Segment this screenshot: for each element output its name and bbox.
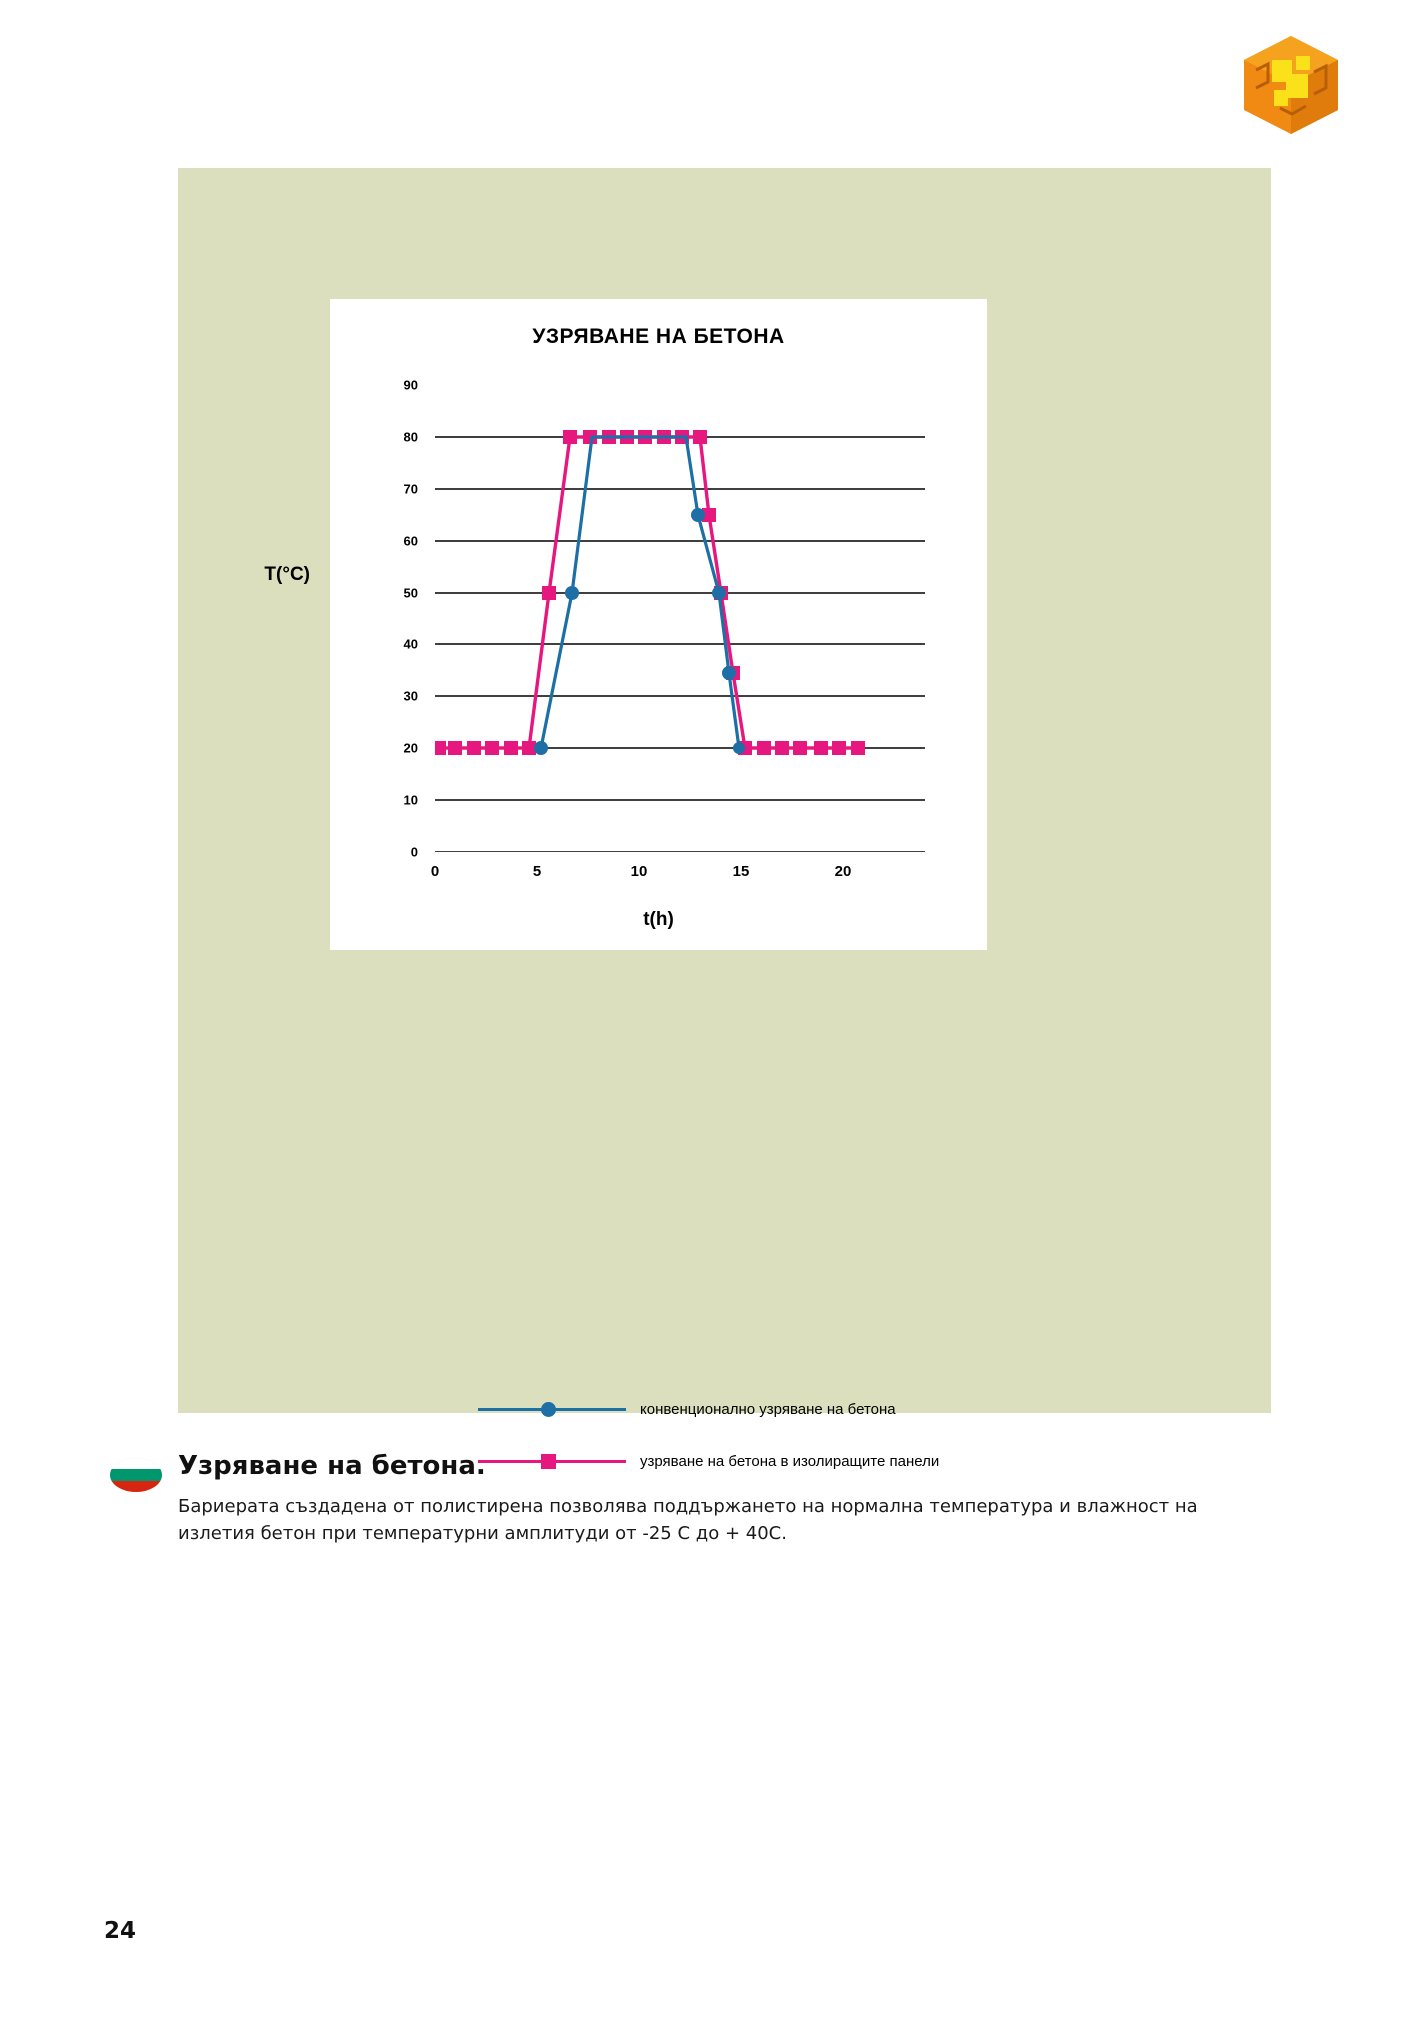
legend-swatch-blue	[478, 1398, 626, 1420]
chart-panel	[178, 168, 1271, 1470]
y-tick-80: 80	[403, 429, 418, 445]
caption-title: Узряване на бетона.	[178, 1451, 486, 1481]
y-tick-50: 50	[403, 585, 418, 601]
x-tick-10: 10	[630, 863, 648, 880]
y-tick-0: 0	[410, 844, 418, 860]
y-tick-90: 90	[403, 377, 418, 393]
y-axis-label: T(°C)	[264, 564, 310, 585]
y-tick-30: 30	[403, 688, 418, 704]
y-tick-20: 20	[403, 740, 418, 756]
caption-body: Бариерата създадена от полистирена позволява поддържането на нормална температура и влажност на излетия бетон при температурни амплитуди от -25 С до + 40С.	[178, 1495, 1198, 1545]
x-axis-label: t(h)	[643, 909, 674, 930]
circle-marker-icon	[541, 1402, 556, 1417]
legend-item-conventional	[478, 1383, 1178, 1435]
y-tick-10: 10	[403, 792, 418, 808]
x-tick-0: 0	[430, 863, 440, 880]
x-tick-5: 5	[532, 863, 542, 880]
legend-label-conventional: конвенционално узряване на бетона	[640, 1400, 896, 1418]
chart-title: УЗРЯВАНЕ НА БЕТОНА	[532, 325, 785, 348]
y-tick-70: 70	[403, 481, 418, 497]
y-tick-40: 40	[403, 636, 418, 652]
caption-block	[110, 1452, 1330, 1548]
bulgaria-flag-icon	[110, 1458, 162, 1492]
plot-area	[435, 385, 925, 852]
y-tick-60: 60	[403, 533, 418, 549]
legend-label-panels: узряване на бетона в изолиращите панели	[640, 1452, 940, 1470]
page-number: 24	[104, 1918, 137, 1944]
chart-card	[264, 299, 987, 950]
x-tick-15: 15	[732, 863, 750, 880]
cube-logo-icon	[1236, 30, 1346, 140]
x-tick-20: 20	[834, 863, 852, 880]
